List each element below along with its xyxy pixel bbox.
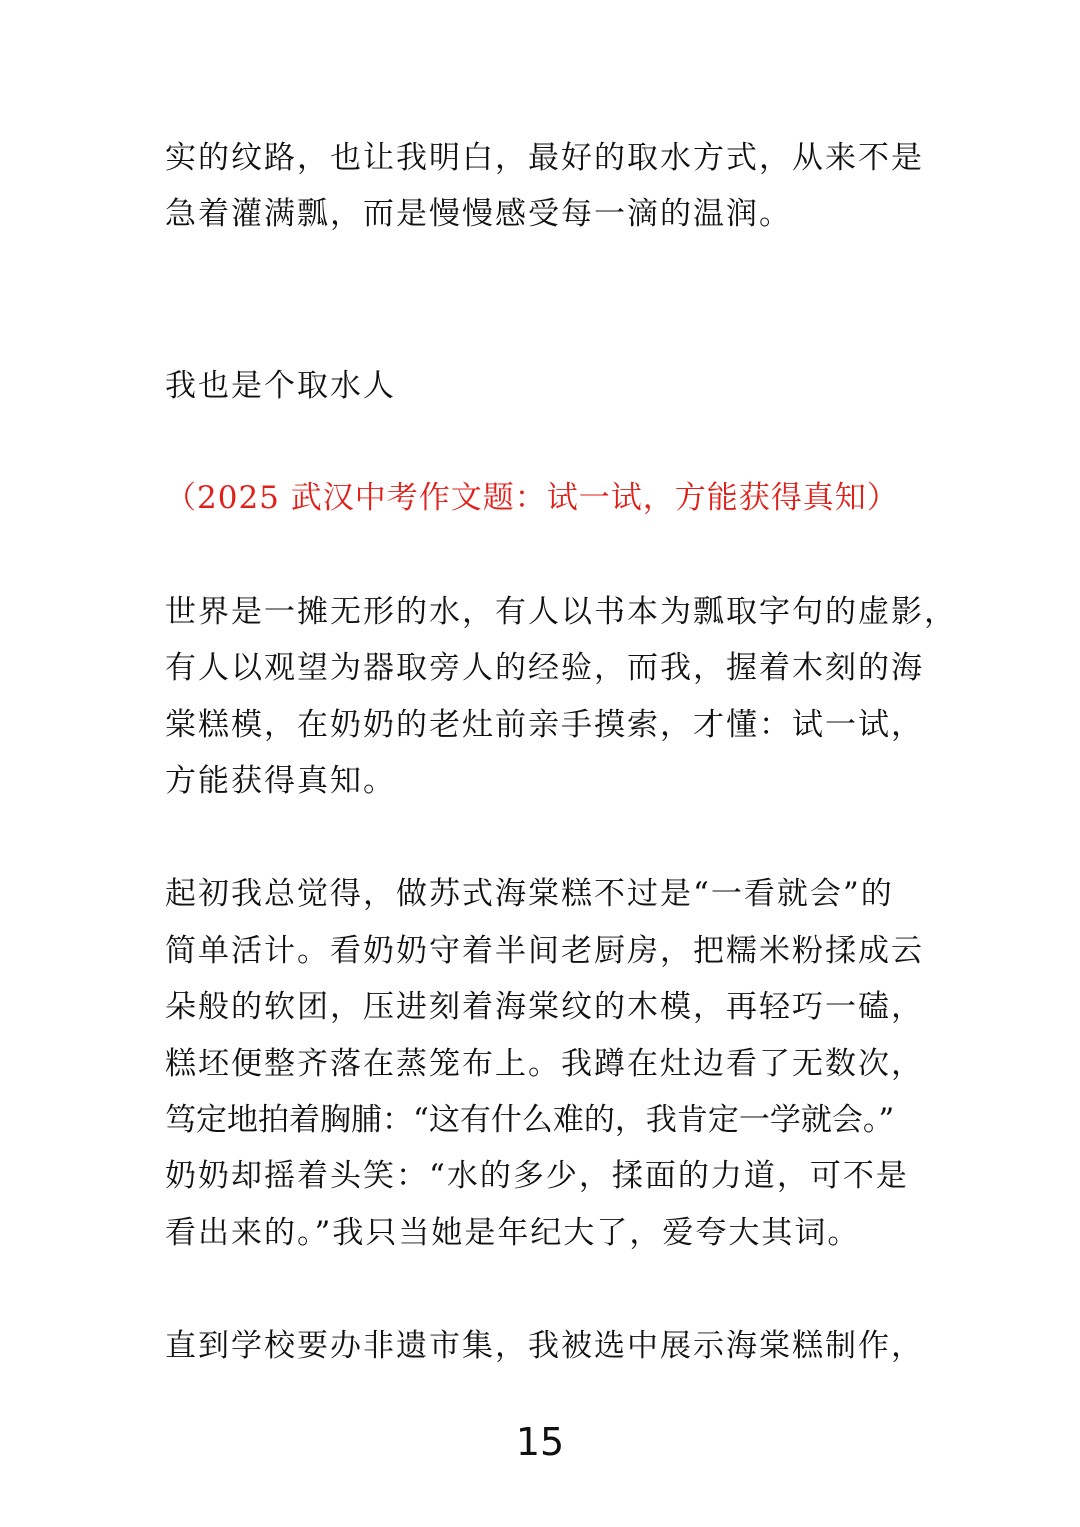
paragraph-3-line-6: 奶奶却摇着头笑：“水的多少，揉面的力道，可不是 <box>165 1158 909 1194</box>
paragraph-3-line-4: 糕坯便整齐落在蒸笼布上。我蹲在灶边看了无数次， <box>165 1046 924 1082</box>
paragraph-2-line-3: 棠糕模，在奶奶的老灶前亲手摸索，才懂：试一试， <box>165 707 924 743</box>
paragraph-2-line-1: 世界是一摊无形的水，有人以书本为瓢取字句的虚影， <box>165 594 957 630</box>
paragraph-1-line-1: 实的纹路，也让我明白，最好的取水方式，从来不是 <box>165 140 924 176</box>
paragraph-3-line-1: 起初我总觉得，做苏式海棠糕不过是“一看就会”的 <box>165 876 894 912</box>
essay-title: 我也是个取水人 <box>165 368 396 404</box>
paragraph-2-line-4: 方能获得真知。 <box>165 763 396 799</box>
paragraph-2-line-2: 有人以观望为器取旁人的经验，而我，握着木刻的海 <box>165 650 924 686</box>
paragraph-3-line-7: 看出来的。”我只当她是年纪大了，爱夸大其词。 <box>165 1215 861 1251</box>
paragraph-3-line-2: 简单活计。看奶奶守着半间老厨房，把糯米粉揉成云 <box>165 933 924 969</box>
paragraph-1-line-2: 急着灌满瓢，而是慢慢感受每一滴的温润。 <box>165 196 792 232</box>
paragraph-4-line-1: 直到学校要办非遗市集，我被选中展示海棠糕制作， <box>165 1328 924 1364</box>
essay-prompt-subtitle: （2025 武汉中考作文题：试一试，方能获得真知） <box>165 480 899 516</box>
paragraph-3-line-5: 笃定地拍着胸脯：“这有什么难的，我肯定一学就会。” <box>165 1102 895 1138</box>
page-number: 15 <box>515 1420 565 1464</box>
paragraph-3-line-3: 朵般的软团，压进刻着海棠纹的木模，再轻巧一磕， <box>165 989 924 1025</box>
